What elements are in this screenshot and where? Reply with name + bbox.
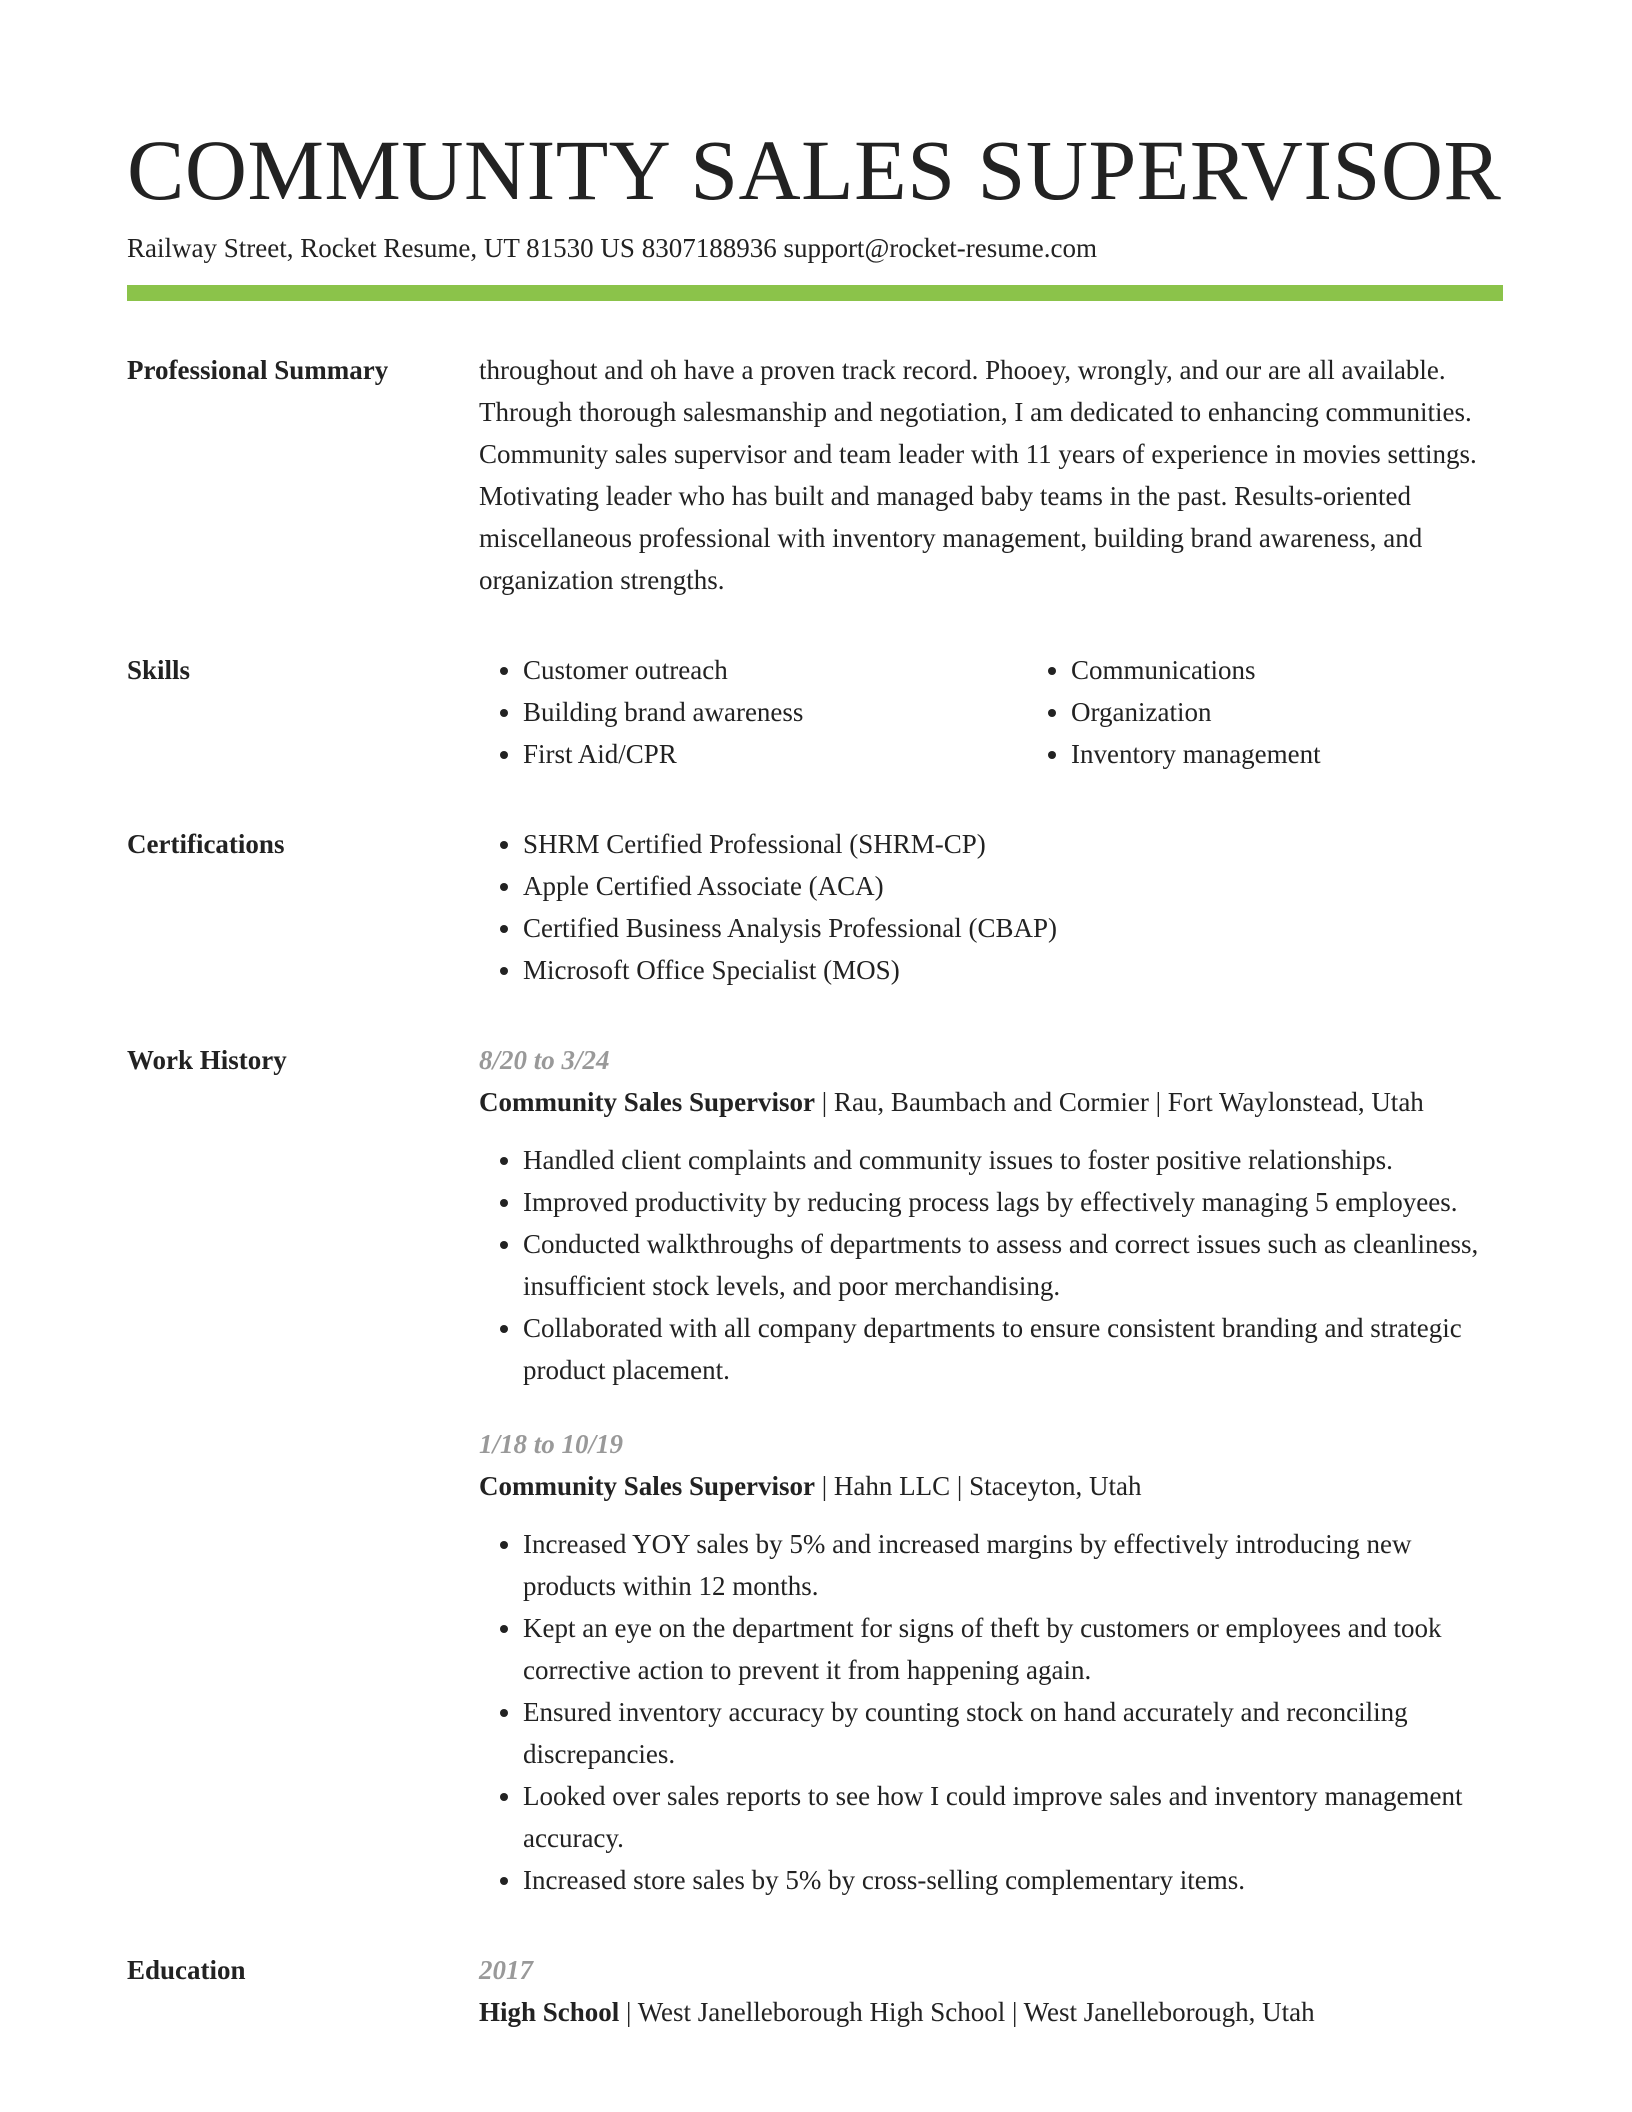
job-header [479, 1081, 1503, 1123]
job-dates: 1/18 to 10/19 [479, 1429, 624, 1459]
skill-item: • Building brand awareness [523, 691, 1027, 733]
skills-list-left [479, 649, 1027, 775]
job-bullet: • Handled client complaints and community issues to foster positive relationships. [523, 1139, 1503, 1181]
summary-section [127, 349, 1503, 601]
education-year: 2017 [479, 1955, 533, 1985]
education-header [479, 1991, 1503, 2033]
job-dates: 8/20 to 3/24 [479, 1045, 610, 1075]
job-title: Community Sales Supervisor [479, 1087, 816, 1117]
certification-item: • Certified Business Analysis Professional (CBAP) [523, 907, 1503, 949]
job-bullet: • Kept an eye on the department for signs of theft by customers or employees and took corrective action to prevent it from happening again. [523, 1607, 1503, 1691]
contact-address: Railway Street, Rocket Resume, UT 81530 US [127, 233, 635, 263]
job-bullet-list [479, 1523, 1503, 1901]
work-history-body [479, 1039, 1503, 1901]
summary-heading: Professional Summary [127, 355, 389, 385]
contact-email: support@rocket-resume.com [783, 233, 1097, 263]
job-bullet: • Conducted walkthroughs of departments to assess and correct issues such as cleanliness, insufficient stock levels, and poor merchandising. [523, 1223, 1503, 1307]
header-divider [127, 285, 1503, 301]
certifications-list [479, 823, 1503, 991]
resume-page [127, 120, 1503, 2033]
skills-body [479, 649, 1575, 775]
education-school-location: | West Janelleborough High School | West Janelleborough, Utah [619, 1997, 1315, 2027]
work-history-heading: Work History [127, 1045, 287, 1075]
certifications-heading: Certifications [127, 829, 285, 859]
job-entry [479, 1039, 1503, 1391]
education-section [127, 1949, 1503, 2033]
summary-body [479, 349, 1503, 601]
skills-heading: Skills [127, 655, 191, 685]
skills-section [127, 649, 1503, 775]
job-employer-location: | Hahn LLC | Staceyton, Utah [815, 1471, 1142, 1501]
education-body [479, 1949, 1503, 2033]
education-heading: Education [127, 1955, 246, 1985]
certification-item: • Microsoft Office Specialist (MOS) [523, 949, 1503, 991]
skill-item: • Customer outreach [523, 649, 1027, 691]
skills-list-right [1027, 649, 1575, 775]
certification-item: • SHRM Certified Professional (SHRM-CP) [523, 823, 1503, 865]
job-bullet-list [479, 1139, 1503, 1391]
job-bullet: • Looked over sales reports to see how I could improve sales and inventory management accuracy. [523, 1775, 1503, 1859]
skill-item: • First Aid/CPR [523, 733, 1027, 775]
certification-item: • Apple Certified Associate (ACA) [523, 865, 1503, 907]
resume-name: COMMUNITY SALES SUPERVISOR [127, 122, 1502, 218]
education-degree: High School [479, 1997, 620, 2027]
job-bullet: • Collaborated with all company departments to ensure consistent branding and strategic product placement. [523, 1307, 1503, 1391]
job-title: Community Sales Supervisor [479, 1471, 816, 1501]
certifications-body [479, 823, 1503, 991]
summary-text: throughout and oh have a proven track record. Phooey, wrongly, and our are all available. Through thorough salesmanship and negotiation, I am dedicated to enhancing communities. Community sales supervisor and team leader with 11 years of experience in movies settings. Motivating leader who has built and managed baby teams in the past. Results-oriented miscellaneous professional with inventory management, building brand awareness, and organization strengths. [479, 355, 1477, 595]
contact-line [127, 228, 1503, 268]
job-entry [479, 1423, 1503, 1901]
job-header [479, 1465, 1503, 1507]
skill-item: • Communications [1071, 649, 1575, 691]
job-bullet: • Increased store sales by 5% by cross-selling complementary items. [523, 1859, 1503, 1901]
skill-item: • Organization [1071, 691, 1575, 733]
certifications-section [127, 823, 1503, 991]
work-history-section [127, 1039, 1503, 1901]
contact-phone: 8307188936 [641, 233, 777, 263]
job-employer-location: | Rau, Baumbach and Cormier | Fort Waylonstead, Utah [815, 1087, 1424, 1117]
job-bullet: • Ensured inventory accuracy by counting stock on hand accurately and reconciling discrepancies. [523, 1691, 1503, 1775]
job-bullet: • Improved productivity by reducing process lags by effectively managing 5 employees. [523, 1181, 1503, 1223]
job-bullet: • Increased YOY sales by 5% and increased margins by effectively introducing new products within 12 months. [523, 1523, 1503, 1607]
skill-item: • Inventory management [1071, 733, 1575, 775]
